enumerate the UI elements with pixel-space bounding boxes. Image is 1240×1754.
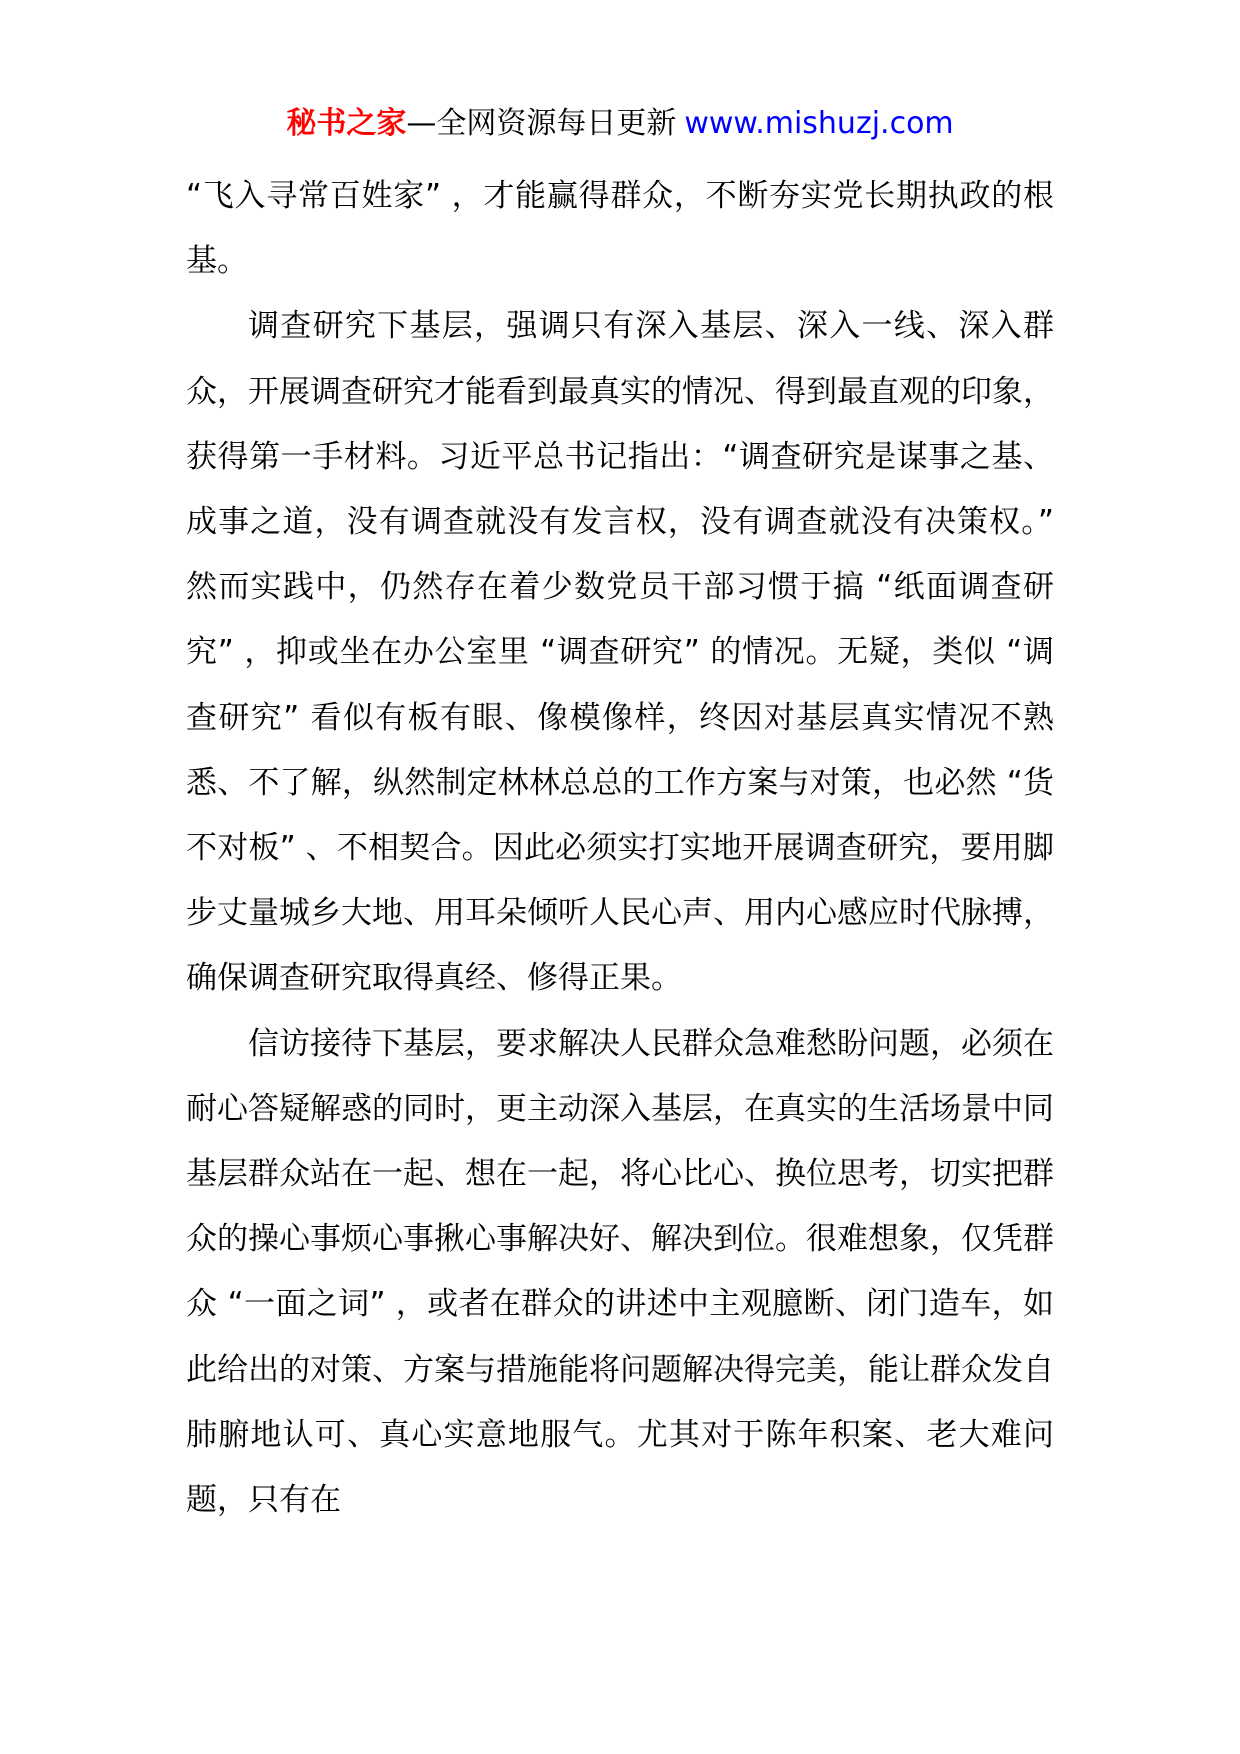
header-tagline: —全网资源每日更新	[406, 106, 677, 141]
paragraph-2: 调查研究下基层，强调只有深入基层、深入一线、深入群众，开展调查研究才能看到最真实的情况、得到最直观的印象，获得第一手材料。习近平总书记指出：“调查研究是谋事之基、成事之道，没有调查就没有发言权，没有调查就没有决策权。” 然而实践中，仍然存在着少数党员干部习惯于搞 “纸面调查研究” ，抑或坐在办公室里 “调查研究” 的情况。无疑，类似 “调查研究” 看似有板有眼、像模像样，终因对基层真实情况不熟悉、不了解，纵然制定林林总总的工作方案与对策，也必然 “货不对板” 、不相契合。因此必须实打实地开展调查研究，要用脚步丈量城乡大地、用耳朵倾听人民心声、用内心感应时代脉搏，确保调查研究取得真经、修得正果。	[186, 308, 1054, 997]
paragraph-3: 信访接待下基层，要求解决人民群众急难愁盼问题，必须在耐心答疑解惑的同时，更主动深入基层，在真实的生活场景中同基层群众站在一起、想在一起，将心比心、换位思考，切实把群众的操心事烦心事揪心事解决好、解决到位。很难想象，仅凭群众 “一面之词” ，或者在群众的讲述中主观臆断、闭门造车，如此给出的对策、方案与措施能将问题解决得完美，能让群众发自肺腑地认可、真心实意地服气。尤其对于陈年积案、老大难问题，只有在	[186, 1025, 1054, 1519]
paragraph-1: “飞入寻常百姓家” ，才能赢得群众，不断夯实党长期执政的根基。	[186, 178, 1054, 280]
site-header	[0, 102, 1240, 146]
document-body	[186, 164, 1054, 1533]
header-brand: 秘书之家	[286, 106, 407, 141]
header-url[interactable]: www.mishuzj.com	[684, 106, 954, 141]
